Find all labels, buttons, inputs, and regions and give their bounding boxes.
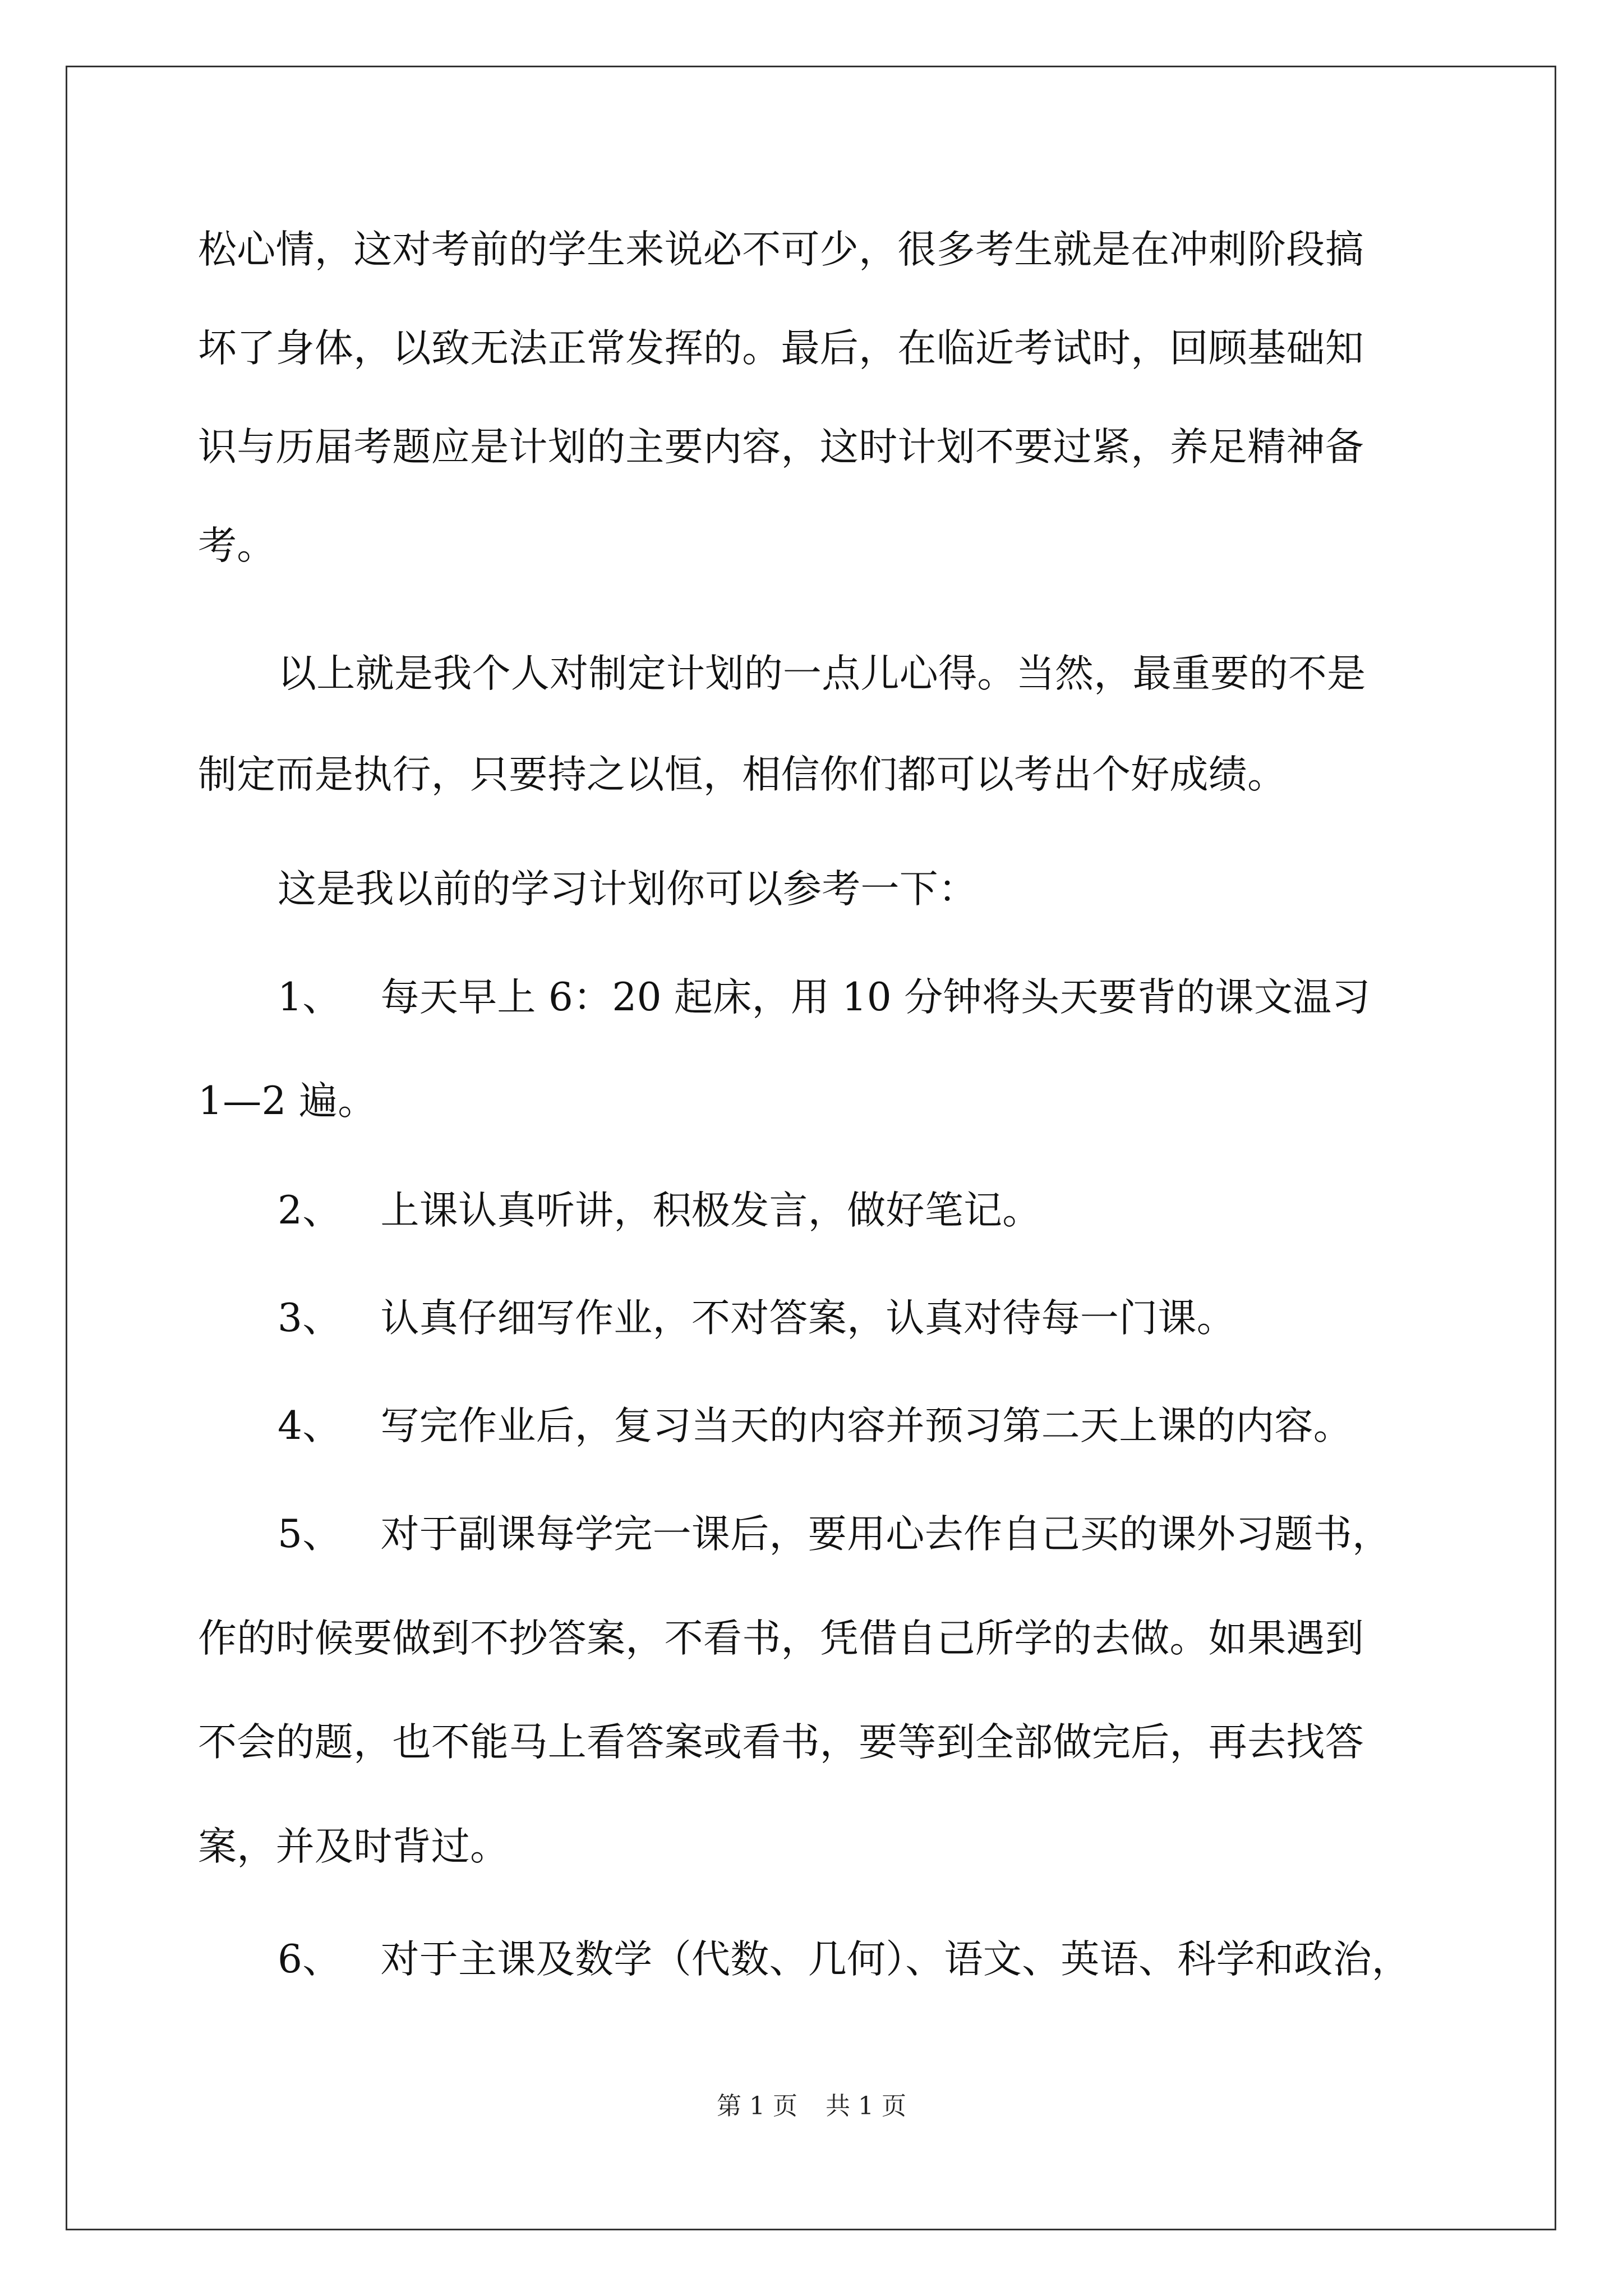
paragraph-line: 坏了身体，以致无法正常发挥的。最后，在临近考试时，回顾基础知 <box>198 326 1364 371</box>
list-item-text: 对于主课及数学（代数、几何）、语文、英语、科学和政治， <box>380 1937 1411 1982</box>
list-item-number: 6、 <box>278 1937 342 1982</box>
list-item-number: 2、 <box>278 1188 342 1233</box>
list-item-number: 5、 <box>278 1512 342 1557</box>
paragraph-line: 制定而是执行，只要持之以恒，相信你们都可以考出个好成绩。 <box>198 752 1287 797</box>
list-item-text: 对于副课每学完一课后，要用心去作自己买的课外习题书， <box>380 1512 1391 1557</box>
page-border <box>66 66 1556 2230</box>
paragraph-line: 松心情，这对考前的学生来说必不可少，很多考生就是在冲刺阶段搞 <box>198 227 1364 272</box>
page-footer <box>0 2090 1623 2123</box>
list-item <box>278 1185 1511 1236</box>
list-item-continuation: 不会的题，也不能马上看答案或看书，要等到全部做完后，再去找答 <box>198 1720 1364 1765</box>
list-item <box>278 1934 1511 1985</box>
list-item-text: 认真仔细写作业，不对答案，认真对待每一门课。 <box>380 1296 1236 1341</box>
list-item <box>278 1509 1511 1559</box>
list-item-number: 3、 <box>278 1296 342 1341</box>
paragraph-line: 识与历届考题应是计划的主要内容，这时计划不要过紧，养足精神备 <box>198 425 1364 470</box>
list-item-text: 每天早上 6：20 起床，用 10 分钟将头天要背的课文温习 <box>380 975 1371 1020</box>
page-total: 共 1 页 <box>826 2092 906 2120</box>
list-item-number: 1、 <box>278 975 342 1020</box>
paragraph-line: 这是我以前的学习计划你可以参考一下： <box>278 867 978 912</box>
list-item-continuation: 案，并及时背过。 <box>198 1824 509 1869</box>
list-item <box>278 1401 1511 1451</box>
list-item-text: 上课认真听讲，积极发言，做好笔记。 <box>380 1188 1041 1233</box>
paragraph-line: 以上就是我个人对制定计划的一点儿心得。当然，最重要的不是 <box>278 651 1366 696</box>
list-item-text: 写完作业后，复习当天的内容并预习第二天上课的内容。 <box>380 1404 1352 1448</box>
paragraph-line: 考。 <box>198 523 276 568</box>
list-item <box>278 1293 1511 1343</box>
list-item-continuation: 1—2 遍。 <box>198 1079 377 1124</box>
list-item-number: 4、 <box>278 1404 342 1448</box>
page-number: 第 1 页 <box>717 2092 797 2120</box>
list-item-continuation: 作的时候要做到不抄答案，不看书，凭借自己所学的去做。如果遇到 <box>198 1616 1364 1661</box>
list-item <box>278 972 1511 1023</box>
